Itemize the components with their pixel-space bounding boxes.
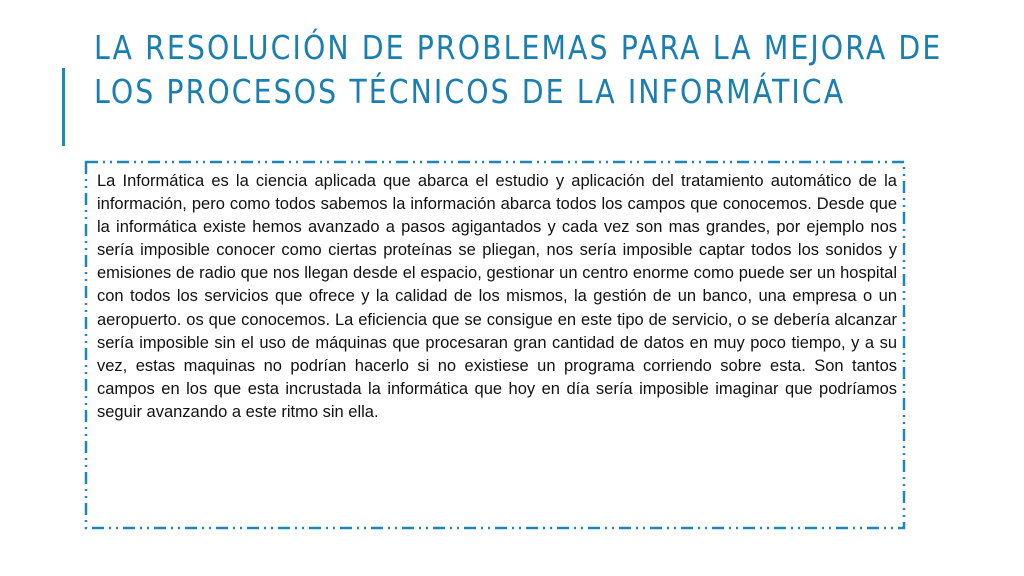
- slide-title-line-2: LOS PROCESOS TÉCNICOS DE LA INFORMÁTICA: [94, 72, 846, 111]
- slide-title: [94, 26, 943, 114]
- body-paragraph: La Informática es la ciencia aplicada que abarca el estudio y aplicación del tratamiento automático de la información, pero como todos sabemos la información abarca todos los campos que conocemos. Desde que la informática existe hemos avanzado a pasos agigantados y cada vez son mas grandes, por ejemplo nos sería imposible conocer como ciertas proteínas se pliegan, nos sería imposible captar todos los sonidos y emisiones de radio que nos llegan desde el espacio, gestionar un centro enorme como puede ser un hospital con todos los servicios que ofrece y la calidad de los mismos, la gestión de un banco, una empresa o un aeropuerto. os que conocemos. La eficiencia que se consigue en este tipo de servicio, o se debería alcanzar sería imposible sin el uso de máquinas que procesaran gran cantidad de datos en muy poco tiempo, y a su vez, estas maquinas no podrían hacerlo si no existiese un programa corriendo sobre esta. Son tantos campos en los que esta incrustada la informática que hoy en día sería imposible imaginar que podríamos seguir avanzando a este ritmo sin ella.: [97, 172, 897, 421]
- slide-title-line-1: LA RESOLUCIÓN DE PROBLEMAS PARA LA MEJORA DE: [94, 28, 943, 67]
- text-frame: [84, 160, 906, 530]
- title-accent-bar: [62, 68, 65, 146]
